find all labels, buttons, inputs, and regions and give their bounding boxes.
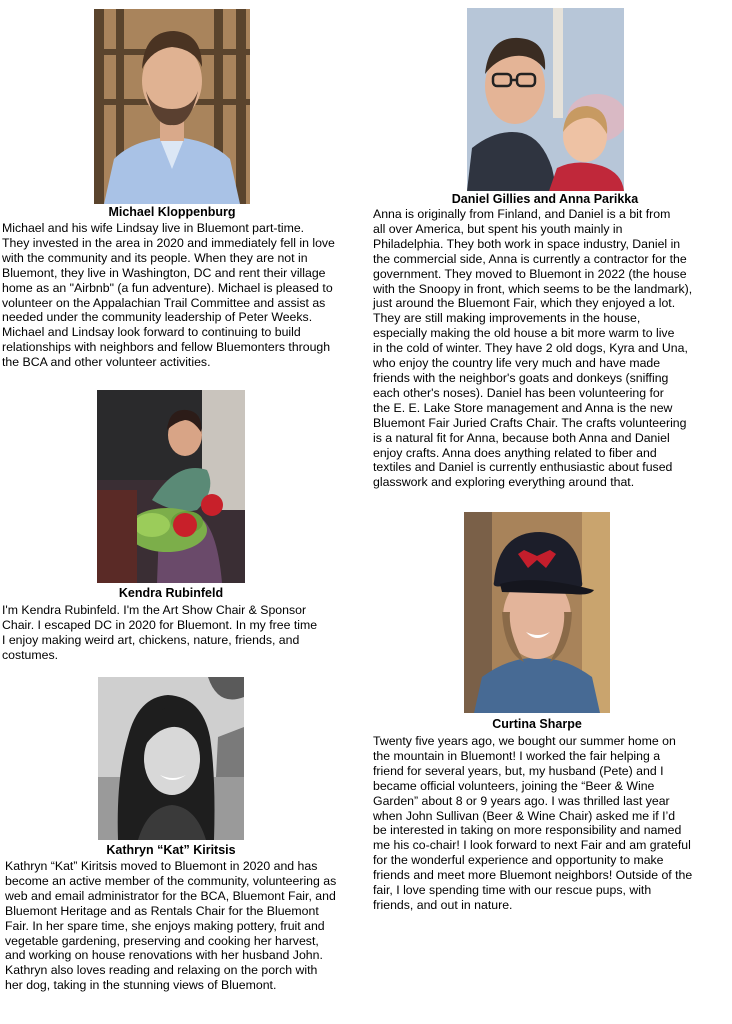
bio-line: costumes. — [2, 647, 59, 662]
bio-line: become an active member of the community, volunteering as — [5, 873, 337, 888]
bio-line: Garden” about 8 or 9 years ago. I was thrilled last year — [373, 793, 670, 808]
bio-line: her dog, taking in the stunning views of Bluemont. — [5, 978, 277, 993]
bio-line: needed under the community leadership of Peter Weeks. — [2, 310, 313, 325]
bio-line: became official volunteers, joining the “Beer & Wine — [373, 778, 655, 793]
bio-line: with the community and its people. When they are not in — [2, 250, 308, 265]
bio-line: Michael and his wife Lindsay live in Bluemont part-time. — [2, 221, 305, 235]
couple-selfie-photo-icon — [467, 8, 624, 191]
bio-line: They are still making improvements in the house, — [373, 311, 641, 326]
bio-line: each other's noses). Daniel has been volunteering for — [373, 385, 664, 400]
woman-bw-portrait-photo-icon — [98, 677, 244, 840]
bio-line: government. They moved to Bluemont in 2022 (the house — [373, 266, 687, 281]
bio-line: They invested in the area in 2020 and immediately fell in love — [2, 235, 335, 250]
bio-line: friends, and out in nature. — [373, 897, 513, 912]
woman-in-cap-photo-icon — [464, 512, 610, 713]
bio-line: vegetable gardening, preserving and cooking her harvest, — [5, 933, 319, 948]
bio-line: just around the Bluemont Fair, which they enjoyed a lot. — [373, 296, 676, 311]
bio-line: home as an "Airbnb" (a fun adventure). Michael is pleased to — [2, 280, 333, 295]
bio-line: who enjoy the country life very much and have made — [373, 356, 661, 371]
bio-line: friends and meet more Bluemont neighbors! Outside of the — [373, 868, 693, 883]
bio-line: all over America, but spent his youth mainly in — [373, 221, 623, 236]
man-portrait-photo-icon — [94, 9, 250, 204]
bio-line: is a natural fit for Anna, because both Anna and Daniel — [373, 430, 670, 445]
bio-line: Bluemont, they live in Washington, DC and rent their village — [2, 265, 326, 280]
person-bio — [5, 859, 336, 993]
bio-line: Kathryn also loves reading and relaxing on the porch with — [5, 963, 318, 978]
person-name: Kathryn “Kat” Kiritsis — [106, 843, 236, 857]
bio-line: textiles and Daniel is currently enthusiastic about fused — [373, 460, 673, 475]
bio-line: Bluemont Heritage and as Rentals Chair for the Bluemont — [5, 903, 319, 918]
bio-line: I'm Kendra Rubinfeld. I'm the Art Show Chair & Sponsor — [2, 603, 307, 617]
curtina-sharpe-photo — [464, 512, 610, 713]
bio-line: Chair. I escaped DC in 2020 for Bluemont. In my free time — [2, 617, 318, 632]
michael-kloppenburg-photo — [94, 9, 250, 204]
bio-line: and working on house renovations with her husband John. — [5, 948, 323, 963]
bio-line: Bluemont Fair Juried Crafts Chair. The crafts volunteering — [373, 415, 687, 430]
bio-line: Philadelphia. They both work in space industry, Daniel in — [373, 236, 681, 251]
person-bio — [2, 221, 335, 370]
bio-line: friend for several years, but, my husband (Pete) and I — [373, 763, 664, 778]
bio-line: be interested in taking on more responsibility and named — [373, 823, 682, 838]
person-name: Michael Kloppenburg — [108, 205, 236, 219]
bio-line: enjoy crafts. Anna does anything related to fiber and — [373, 445, 657, 460]
bio-line: the E. E. Lake Store management and Anna is the new — [373, 400, 673, 415]
bio-line: relationships with neighbors and fellow Bluemonters through — [2, 340, 331, 355]
daniel-and-anna-photo — [467, 8, 624, 191]
bio-line: when John Sullivan (Beer & Wine Chair) asked me if I’d — [373, 808, 676, 823]
bio-line: with the Snoopy in front, which seems to be the landmark), — [373, 281, 693, 296]
woman-with-produce-photo-icon — [97, 390, 245, 583]
bio-line: Kathryn “Kat” Kiritsis moved to Bluemont in 2020 and has — [5, 859, 318, 873]
bio-line: volunteer on the Appalachian Trail Committee and assist as — [2, 295, 326, 310]
person-name: Daniel Gillies and Anna Parikka — [451, 192, 639, 206]
bio-line: Anna is originally from Finland, and Daniel is a bit from — [373, 207, 671, 221]
bio-line: me his co-chair! I look forward to next Fair and am grateful — [373, 838, 691, 853]
bio-line: friends with the neighbor's goats and donkeys (sniffing — [373, 370, 669, 385]
person-bio — [373, 734, 692, 913]
bio-line: web and email administrator for the BCA, Bluemont Fair, and — [5, 888, 336, 903]
kathryn-kiritsis-photo — [98, 677, 244, 840]
bio-line: Twenty five years ago, we bought our summer home on — [373, 734, 676, 748]
person-bio — [2, 603, 317, 663]
bio-line: glasswork and exploring everything around that. — [373, 475, 635, 490]
bio-line: the commercial side, Anna is currently a contractor for the — [373, 251, 687, 266]
bio-line: fair, I love spending time with our rescue pups, with — [373, 883, 652, 898]
bio-line: the mountain in Bluemont! I worked the fair helping a — [373, 748, 661, 763]
bio-line: especially making the old house a bit more warm to live — [373, 326, 675, 341]
person-name: Kendra Rubinfeld — [118, 586, 224, 600]
bio-line: Michael and Lindsay look forward to continuing to build — [2, 325, 301, 340]
bio-line: in the cold of winter. They have 2 old dogs, Kyra and Una, — [373, 341, 688, 356]
person-bio — [373, 207, 692, 490]
kendra-rubinfeld-photo — [97, 390, 245, 583]
person-name: Curtina Sharpe — [492, 717, 582, 731]
bio-line: Fair. In her spare time, she enjoys making pottery, fruit and — [5, 918, 325, 933]
bio-line: for the wonderful experience and opportunity to make — [373, 853, 664, 868]
bio-line: the BCA and other volunteer activities. — [2, 355, 211, 370]
bio-line: I enjoy making weird art, chickens, nature, friends, and — [2, 632, 300, 647]
